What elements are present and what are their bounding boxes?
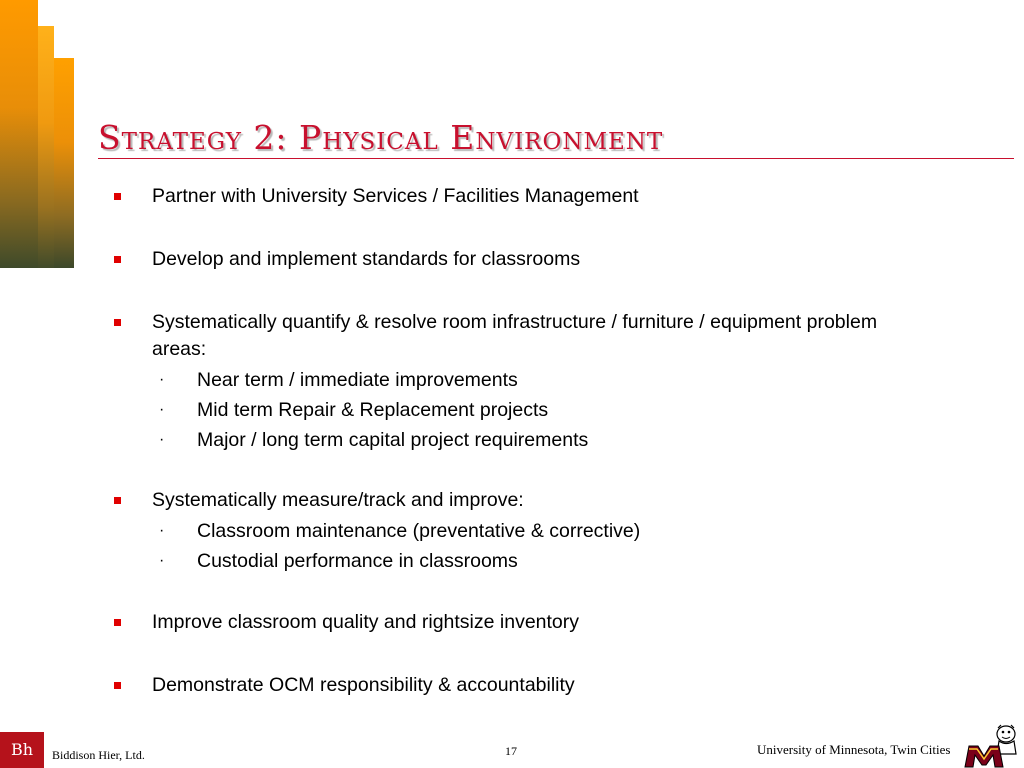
bullet-text: Develop and implement standards for classrooms [152, 248, 581, 270]
bullet-item [112, 309, 932, 363]
decorative-bar [0, 0, 38, 268]
dot-bullet-icon: · [159, 401, 165, 418]
sub-bullet-text: Major / long term capital project requirements [197, 429, 589, 451]
square-bullet-icon [114, 319, 121, 326]
sub-bullet-text: Classroom maintenance (preventative & corrective) [197, 520, 641, 542]
square-bullet-icon [114, 619, 121, 626]
dot-bullet-icon: · [159, 431, 165, 448]
title-underline [98, 158, 1014, 159]
company-name: Biddison Hier, Ltd. [52, 748, 145, 762]
page-number: 17 [505, 744, 517, 758]
bullet-item [112, 609, 932, 636]
sub-bullet-item [112, 365, 932, 395]
biddison-hier-logo: Bh [0, 732, 44, 768]
sub-bullet-item [112, 516, 932, 546]
sub-bullet-item [112, 425, 932, 455]
bullet-text: Demonstrate OCM responsibility & accountability [152, 674, 575, 696]
bullet-text: Partner with University Services / Facilities Management [152, 185, 639, 207]
bullet-text: Systematically quantify & resolve room infrastructure / furniture / equipment problem areas: [152, 311, 878, 360]
decorative-bar [38, 26, 54, 268]
bullet-item [112, 183, 932, 210]
dot-bullet-icon: · [159, 371, 165, 388]
university-name: University of Minnesota, Twin Cities [757, 742, 951, 757]
square-bullet-icon [114, 682, 121, 689]
sub-bullet-item [112, 546, 932, 576]
sub-bullet-text: Custodial performance in classrooms [197, 550, 518, 572]
dot-bullet-icon: · [159, 552, 165, 569]
bullet-item [112, 672, 932, 699]
bullet-text: Systematically measure/track and improve: [152, 489, 524, 511]
square-bullet-icon [114, 256, 121, 263]
decorative-bar [54, 58, 74, 268]
bullet-item [112, 246, 932, 273]
goldy-gopher-m-logo-icon [964, 722, 1022, 768]
slide-title: Strategy 2: Physical Environment [98, 118, 664, 157]
dot-bullet-icon: · [159, 522, 165, 539]
sub-bullet-item [112, 395, 932, 425]
bullet-list [112, 183, 932, 699]
bullet-text: Improve classroom quality and rightsize inventory [152, 611, 580, 633]
sub-bullet-text: Mid term Repair & Replacement projects [197, 399, 549, 421]
square-bullet-icon [114, 497, 121, 504]
bullet-item [112, 487, 932, 514]
square-bullet-icon [114, 193, 121, 200]
sub-bullet-text: Near term / immediate improvements [197, 369, 518, 391]
